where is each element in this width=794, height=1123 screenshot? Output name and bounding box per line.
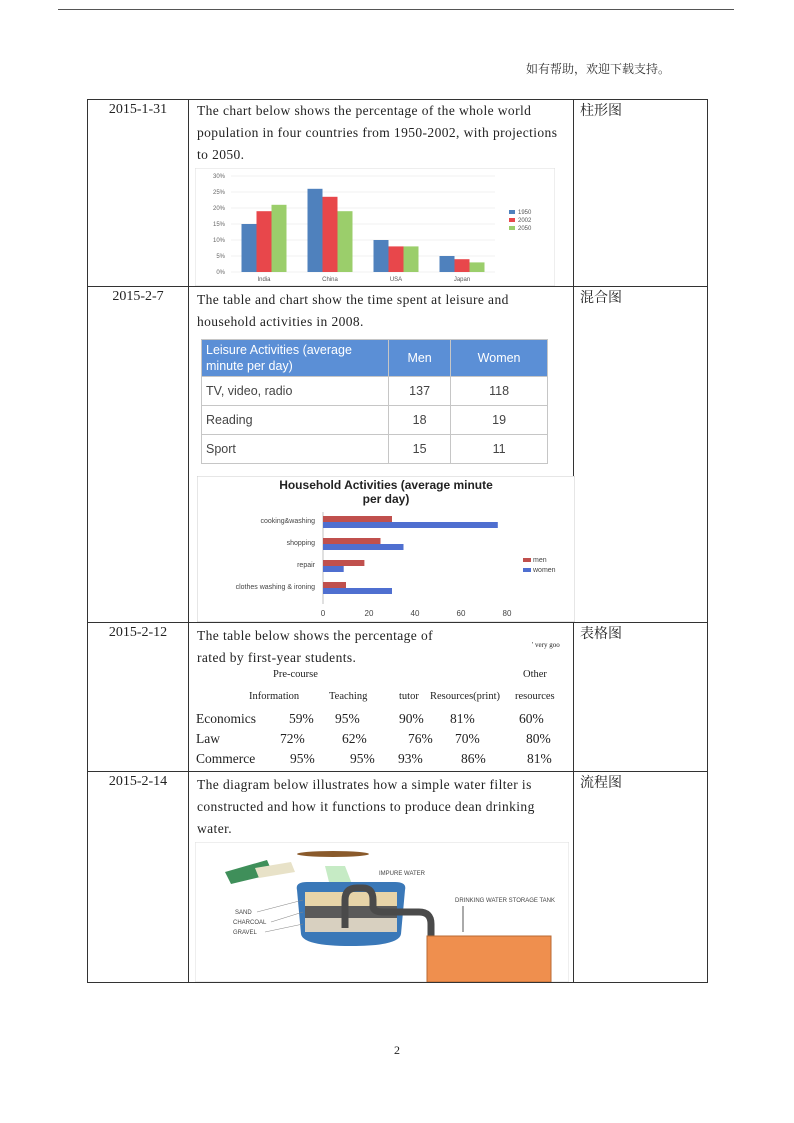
page-number: 2	[394, 1043, 400, 1057]
value-cell: 70%	[455, 731, 480, 746]
y-tick-label: repair	[297, 562, 315, 569]
row-description: The diagram below illustrates how a simple water filter is constructed and how it functions to produce dean drinking water.	[197, 777, 535, 836]
table-row	[88, 100, 708, 287]
chart-title: Household Activities (average minute	[279, 478, 493, 492]
chart-title: per day)	[362, 492, 410, 506]
bar	[374, 240, 389, 272]
sand-layer	[305, 892, 397, 906]
bar	[323, 538, 381, 544]
legend-label: women	[533, 567, 556, 574]
header-rule	[58, 9, 734, 10]
main-cell	[189, 772, 574, 983]
resources-header	[189, 669, 573, 711]
y-tick-label: clothes washing & ironing	[235, 584, 315, 591]
water-filter-diagram	[195, 842, 569, 982]
bar	[338, 211, 353, 272]
leisure-header-row	[202, 340, 548, 377]
leisure-men: 18	[389, 406, 451, 435]
main-cell	[189, 100, 574, 287]
leisure-header-activity: Leisure Activities (average minute per day)	[202, 340, 389, 377]
value-cell: 95%	[350, 751, 375, 766]
value-cell: 80%	[526, 731, 551, 746]
sand-label: SAND	[235, 910, 252, 916]
header-tutor: tutor	[399, 691, 419, 702]
main-cell	[189, 287, 574, 623]
leisure-women: 118	[451, 377, 548, 406]
x-tick-label: China	[322, 277, 338, 283]
bar	[404, 246, 419, 272]
date-cell: 2015-2-12	[88, 623, 189, 772]
leisure-activity: Reading	[202, 406, 389, 435]
legend-swatch	[509, 226, 515, 230]
bar	[323, 516, 392, 522]
storage-tank-label: DRINKING WATER STORAGE TANK	[455, 898, 556, 904]
table-row	[202, 406, 548, 435]
value-cell: 59%	[289, 711, 314, 726]
x-tick-label: USA	[389, 277, 403, 283]
leisure-women: 19	[451, 406, 548, 435]
x-tick-label: 0	[320, 609, 326, 618]
bar	[272, 205, 287, 272]
value-cell: 95%	[290, 751, 315, 766]
type-cell: 柱形图	[574, 100, 708, 287]
header-other: Other	[523, 669, 547, 680]
value-cell: 81%	[527, 751, 552, 766]
table-row	[202, 435, 548, 464]
description-line: The table below shows the percentage of	[197, 628, 434, 643]
subject-label: Law	[196, 731, 220, 746]
main-cell	[189, 623, 574, 772]
x-tick-label: 40	[410, 609, 420, 618]
table-row	[88, 287, 708, 623]
population-bar-chart	[195, 168, 555, 286]
topic-table	[87, 99, 708, 983]
leisure-men: 137	[389, 377, 451, 406]
bar	[323, 197, 338, 272]
type-cell: 表格图	[574, 623, 708, 772]
value-cell: 62%	[342, 731, 367, 746]
bar	[323, 544, 404, 550]
storage-tank	[427, 936, 551, 982]
bar	[455, 259, 470, 272]
x-tick-label: India	[257, 277, 271, 283]
bar	[242, 224, 257, 272]
date-cell: 2015-1-31	[88, 100, 189, 287]
x-tick-label: Japan	[453, 277, 471, 283]
value-cell: 95%	[335, 711, 360, 726]
header-teaching: Teaching	[329, 691, 368, 702]
subject-label: Economics	[196, 711, 256, 726]
row-description: The chart below shows the percentage of the whole world population in four countries from 1950-2002, with projections to 2050.	[197, 103, 558, 162]
header-resources: resources	[515, 691, 555, 702]
leisure-women: 11	[451, 435, 548, 464]
cut-text: ' very goo	[532, 641, 560, 649]
value-cell: 86%	[461, 751, 486, 766]
charcoal-label: CHARCOAL	[233, 920, 267, 926]
leisure-header-women: Women	[451, 340, 548, 377]
x-tick-label: 20	[364, 609, 374, 618]
date-cell: 2015-2-7	[88, 287, 189, 623]
leisure-activity: Sport	[202, 435, 389, 464]
type-cell: 流程图	[574, 772, 708, 983]
y-tick-label: 20%	[212, 206, 225, 212]
y-tick-label: 0%	[216, 270, 225, 276]
subject-label: Commerce	[196, 751, 256, 766]
bar	[323, 566, 344, 572]
table-row	[189, 731, 573, 751]
y-tick-label: 15%	[212, 222, 225, 228]
table-row	[88, 623, 708, 772]
table-row	[202, 377, 548, 406]
legend-label: 2050	[518, 226, 532, 232]
bar	[323, 522, 498, 528]
table-row	[189, 711, 573, 731]
leisure-header-men: Men	[389, 340, 451, 377]
x-tick-label: 80	[502, 609, 512, 618]
legend-swatch	[523, 558, 531, 562]
gravel-layer	[305, 918, 397, 932]
x-tick-label: 60	[456, 609, 466, 618]
bar	[257, 211, 272, 272]
bar	[389, 246, 404, 272]
legend-label: men	[533, 557, 547, 564]
y-tick-label: 10%	[212, 238, 225, 244]
header-note: 如有帮助，欢迎下载支持。	[525, 62, 670, 76]
bar	[470, 262, 485, 272]
y-tick-label: 5%	[216, 254, 225, 260]
legend-label: 2002	[518, 218, 532, 224]
table-row	[189, 751, 573, 771]
leisure-men: 15	[389, 435, 451, 464]
leisure-activity: TV, video, radio	[202, 377, 389, 406]
household-bar-chart	[197, 476, 575, 622]
value-cell: 60%	[519, 711, 544, 726]
leisure-table	[201, 339, 548, 464]
gravel-label: GRAVEL	[233, 930, 257, 936]
header-information: Information	[249, 691, 300, 702]
legend-label: 1950	[518, 210, 532, 216]
description-line: rated by first-year students.	[197, 650, 357, 665]
bar	[440, 256, 455, 272]
y-tick-label: shopping	[286, 540, 315, 547]
y-tick-label: cooking&washing	[260, 518, 315, 525]
header-precourse: Pre-course	[273, 669, 318, 680]
impure-water-label: IMPURE WATER	[379, 871, 425, 877]
legend-swatch	[509, 210, 515, 214]
row-description: The table and chart show the time spent at leisure and household activities in 2008.	[197, 292, 509, 329]
legend-swatch	[509, 218, 515, 222]
row-description	[189, 625, 573, 669]
bar	[323, 560, 364, 566]
bar	[323, 588, 392, 594]
bar	[308, 189, 323, 272]
y-tick-label: 25%	[212, 190, 225, 196]
bar	[323, 582, 346, 588]
header-resources-print: Resources(print)	[430, 691, 500, 702]
value-cell: 81%	[450, 711, 475, 726]
value-cell: 93%	[398, 751, 423, 766]
table-row	[88, 772, 708, 983]
date-cell: 2015-2-14	[88, 772, 189, 983]
type-cell: 混合图	[574, 287, 708, 623]
y-tick-label: 30%	[212, 174, 225, 180]
filter-lid	[297, 851, 369, 857]
resources-table	[189, 669, 573, 771]
value-cell: 72%	[280, 731, 305, 746]
value-cell: 76%	[408, 731, 433, 746]
legend-swatch	[523, 568, 531, 572]
value-cell: 90%	[399, 711, 424, 726]
